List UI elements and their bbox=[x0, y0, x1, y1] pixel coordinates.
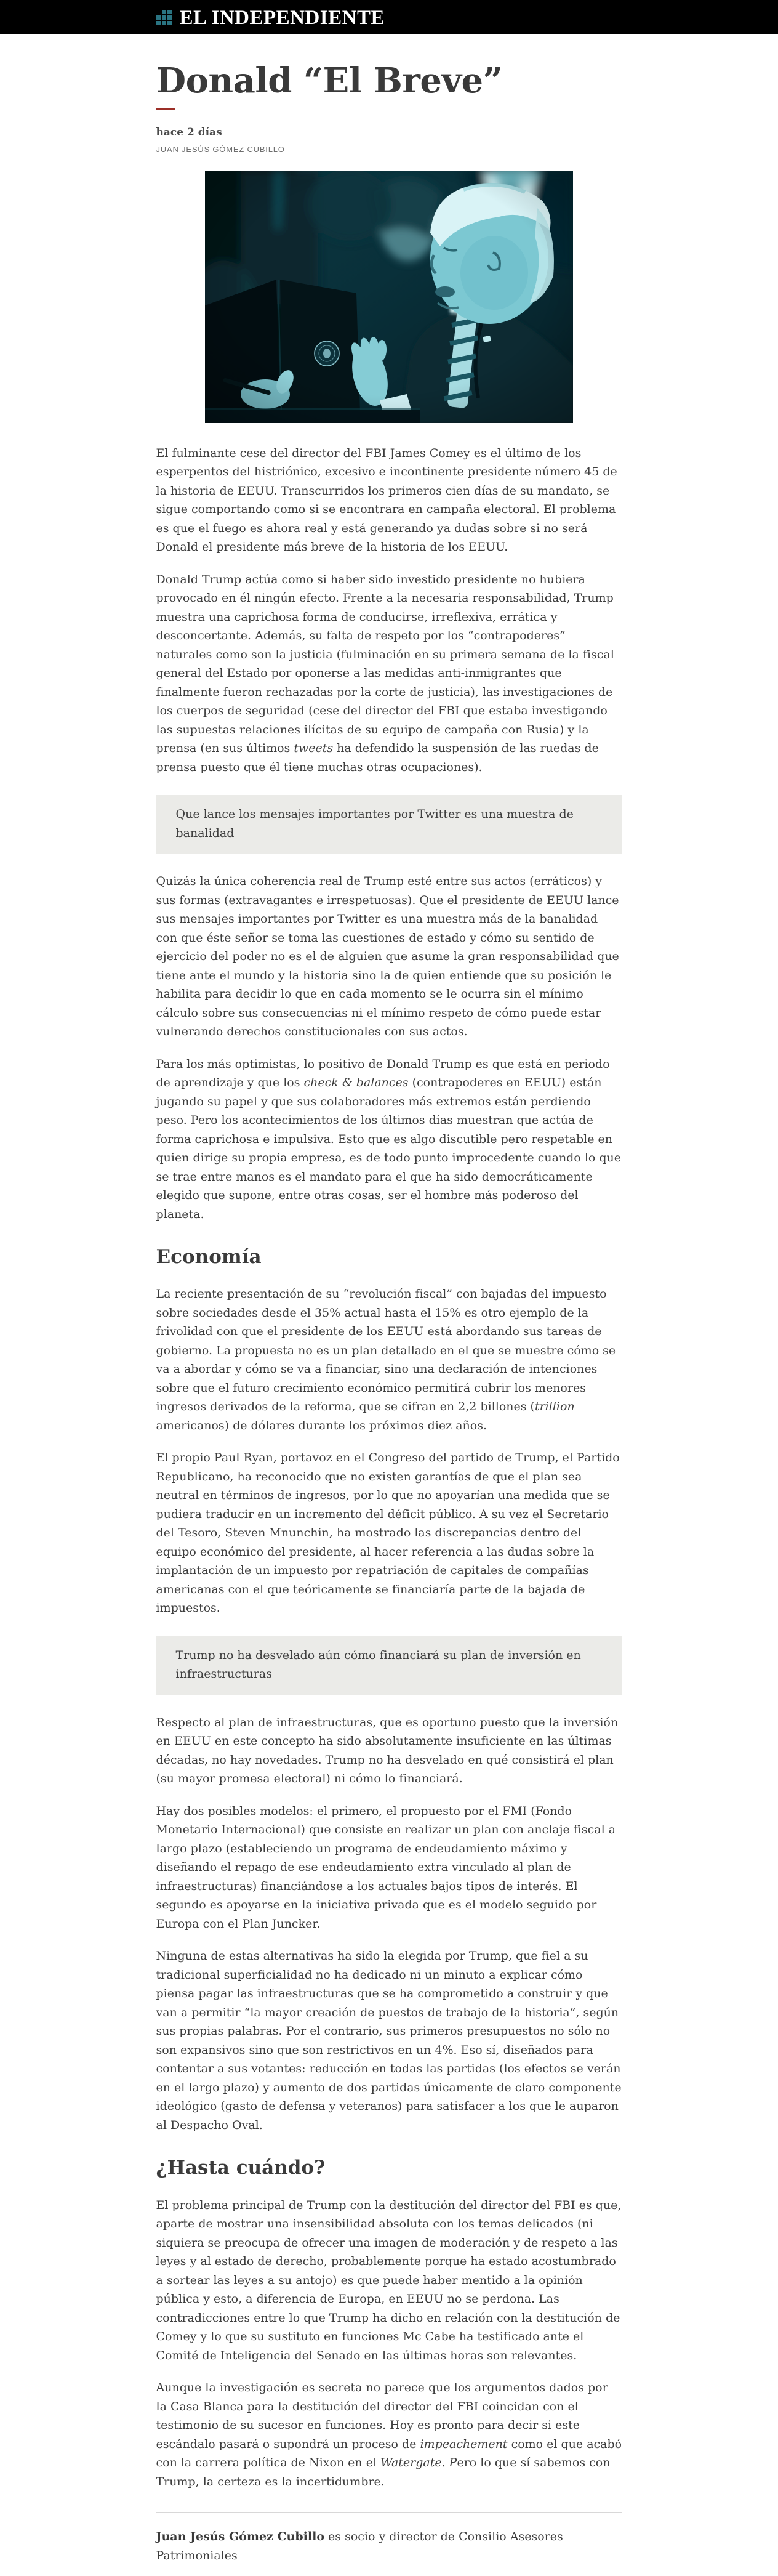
author-footnote: Juan Jesús Gómez Cubillo es socio y director de Consilio Asesores Patrimoniales bbox=[156, 2530, 563, 2562]
article-paragraph: El problema principal de Trump con la destitución del director del FBI es que, aparte de mostrar una insensibilidad absoluta con los temas delicados (ni siquiera se preocupa de ofrecer una imagen de moderación y de respeto a las leyes y al estado de derecho, probablemente porque ha estado acostumbrado a sortear las leyes a su antojo) es que puede haber mentido a la opinión pública y esto, a diferencia de Europa, en EEUU no se perdona. Las contradicciones entre lo que Trump ha dicho en relación con la destitución de Comey y lo que su sustituto en funciones Mc Cabe ha testificado ante el Comité de Inteligencia del Senado en las últimas horas son relevantes. bbox=[156, 2198, 622, 2362]
trump-duotone-photo bbox=[205, 171, 573, 423]
section-heading: Economía bbox=[156, 1246, 262, 1269]
brand-grid-icon bbox=[156, 10, 172, 25]
article-paragraph: El propio Paul Ryan, portavoz en el Congreso del partido de Trump, el Partido Republicano, ha reconocido que no existen garantías de que el plan sea neutral en términos de ingresos, por lo que no apoyarían una medida que se pudiera traducir en un incremento del déficit público. A su vez el Secretario del Tesoro, Steven Mnunchin, ha mostrado las discrepancias dentro del equipo económico del presidente, al hacer referencia a las dudas sobre la implantación de un impuesto por repatriación de capitales de compañías americanas con el que teóricamente se financiaría parte de la bajada de impuestos. bbox=[156, 1451, 620, 1615]
pull-quote: Que lance los mensajes importantes por Twitter es una muestra de banalidad bbox=[156, 795, 622, 854]
article bbox=[156, 34, 622, 2576]
article-paragraph: Aunque la investigación es secreta no parece que los argumentos dados por la Casa Blanca para la destitución del director del FBI coincidan con el testimonio de su sucesor en funciones. Hoy es pronto para decir si este escándalo pasará o supondrá un proceso de impeachement como el que acabó con la carrera política de Nixon en el Watergate. Pero lo que sí sabemos con Trump, la certeza es la incertidumbre. bbox=[156, 2381, 622, 2489]
brand-link[interactable] bbox=[156, 7, 385, 28]
publish-time: hace 2 días bbox=[156, 126, 222, 139]
article-paragraph: Hay dos posibles modelos: el primero, el propuesto por el FMI (Fondo Monetario Internacional) que consiste en realizar un plan con anclaje fiscal a largo plazo (estableciendo un programa de endeudamiento máximo y diseñando el repago de ese endeudamiento extra vinculado al plan de infraestructuras) financiándose a los actuales bajos tipos de interés. El segundo es apoyarse en la iniciativa privada que es el modelo seguido por Europa con el Plan Juncker. bbox=[156, 1804, 616, 1931]
article-paragraph: La reciente presentación de su “revolución fiscal” con bajadas del impuesto sobre sociedades desde el 35% actual hasta el 15% es otro ejemplo de la frivolidad con que el presidente de los EEUU está abordando sus tareas de gobierno. La propuesta no es un plan detallado en el que se muestre cómo se va a abordar y cómo se va a financiar, sino una declaración de intenciones sobre que el futuro crecimiento económico permitirá cubrir los menores ingresos derivados de la reforma, que se cifran en 2,2 billones (trillion americanos) de dólares durante los próximos diez años. bbox=[156, 1287, 616, 1432]
footer-divider bbox=[156, 2512, 622, 2513]
pull-quote: Trump no ha desvelado aún cómo financiará su plan de inversión en infraestructuras bbox=[156, 1636, 622, 1695]
author-byline[interactable]: JUAN JESÚS GÓMEZ CUBILLO bbox=[156, 144, 285, 154]
article-paragraph: Respecto al plan de infraestructuras, que es oportuno puesto que la inversión en EEUU en este concepto ha sido absolutamente insuficiente en las últimas décadas, no hay novedades. Trump no ha desvelado en qué consistirá el plan (su mayor promesa electoral) ni cómo lo financiará. bbox=[156, 1715, 619, 1786]
brand-name: EL INDEPENDIENTE bbox=[179, 6, 385, 29]
article-paragraph: El fulminante cese del director del FBI James Comey es el último de los esperpentos del histriónico, excesivo e incontinente presidente número 45 de la historia de EEUU. Transcurridos los primeros cien días de su mandato, se sigue comportando como si se encontrara en campaña electoral. El problema es que el fuego es ahora real y está generando ya dudas sobre si no será Donald el presidente más breve de la historia de los EEUU. bbox=[156, 446, 617, 554]
article-meta bbox=[156, 126, 622, 155]
article-paragraph: Para los más optimistas, lo positivo de Donald Trump es que está en periodo de aprendizaje y que los check & balances (contrapoderes en EEUU) están jugando su papel y que sus colaboradores más extremos están perdiendo peso. Pero los acontecimientos de los últimos días muestran que actúa de forma caprichosa e impulsiva. Esto que es algo discutible pero respetable en quien dirige su propia empresa, es de todo punto improcedente cuando lo que se trae entre manos es el mandato para el que ha sido democráticamente elegido que supone, entre otras cosas, ser el hombre más poderoso del planeta. bbox=[156, 1057, 622, 1221]
article-body bbox=[156, 444, 622, 2491]
article-paragraph: Donald Trump actúa como si haber sido investido presidente no hubiera provocado en él ningún efecto. Frente a la necesaria responsabilidad, Trump muestra una caprichosa forma de conducirse, irreflexiva, errática y desconcertante. Además, su falta de respeto por los “contrapoderes” naturales como son la justicia (fulminación en su primera semana de la fiscal general del Estado por oponerse a las medidas anti-inmigrantes que finalmente fueron rechazadas por la corte de justicia), las investigaciones de los cuerpos de seguridad (cese del director del FBI que estaba investigando las supuestas relaciones ilícitas de su equipo de campaña con Rusia) y la prensa (en sus últimos tweets ha defendido la suspensión de las ruedas de prensa puesto que él tiene muchas otras ocupaciones). bbox=[156, 572, 614, 774]
article-paragraph: Ninguna de estas alternativas ha sido la elegida por Trump, que fiel a su tradicional superficialidad no ha dedicado ni un minuto a explicar cómo piensa pagar las infraestructuras que se ha comprometido a construir y que van a permitir “la mayor creación de puestos de trabajo de la historia”, según sus propias palabras. Por el contrario, sus primeros presupuestos no sólo no son expansivos sino que son restrictivos en un 4%. Eso sí, diseñados para contentar a sus votantes: reducción en todas las partidas (los efectos se verán en el largo plazo) y aumento de dos partidas únicamente de claro componente ideológico (gasto de defensa y veteranos) para satisfacer a los que le auparon al Despacho Oval. bbox=[156, 1949, 622, 2132]
article-title: Donald “El Breve” bbox=[156, 60, 503, 101]
section-heading: ¿Hasta cuándo? bbox=[156, 2157, 326, 2179]
article-photo bbox=[205, 171, 573, 423]
title-accent-dash bbox=[156, 108, 175, 110]
article-paragraph: Quizás la única coherencia real de Trump esté entre sus actos (erráticos) y sus formas (extravagantes e irrespetuosas). Que el presidente de EEUU lance sus mensajes importantes por Twitter es una muestra más de la banalidad con que éste señor se toma las cuestiones de estado y cómo su sentido de ejercicio del poder no es el de alguien que asume la gran responsabilidad que tiene ante el mundo y la historia sino la de quien entiende que su posición le habilita para decidir lo que en cada momento se le ocurra sin el mínimo cálculo sobre sus consecuencias ni el mínimo respeto de cómo puede estar vulnerando derechos constitucionales con sus actos. bbox=[156, 874, 619, 1039]
site-header bbox=[0, 0, 778, 34]
